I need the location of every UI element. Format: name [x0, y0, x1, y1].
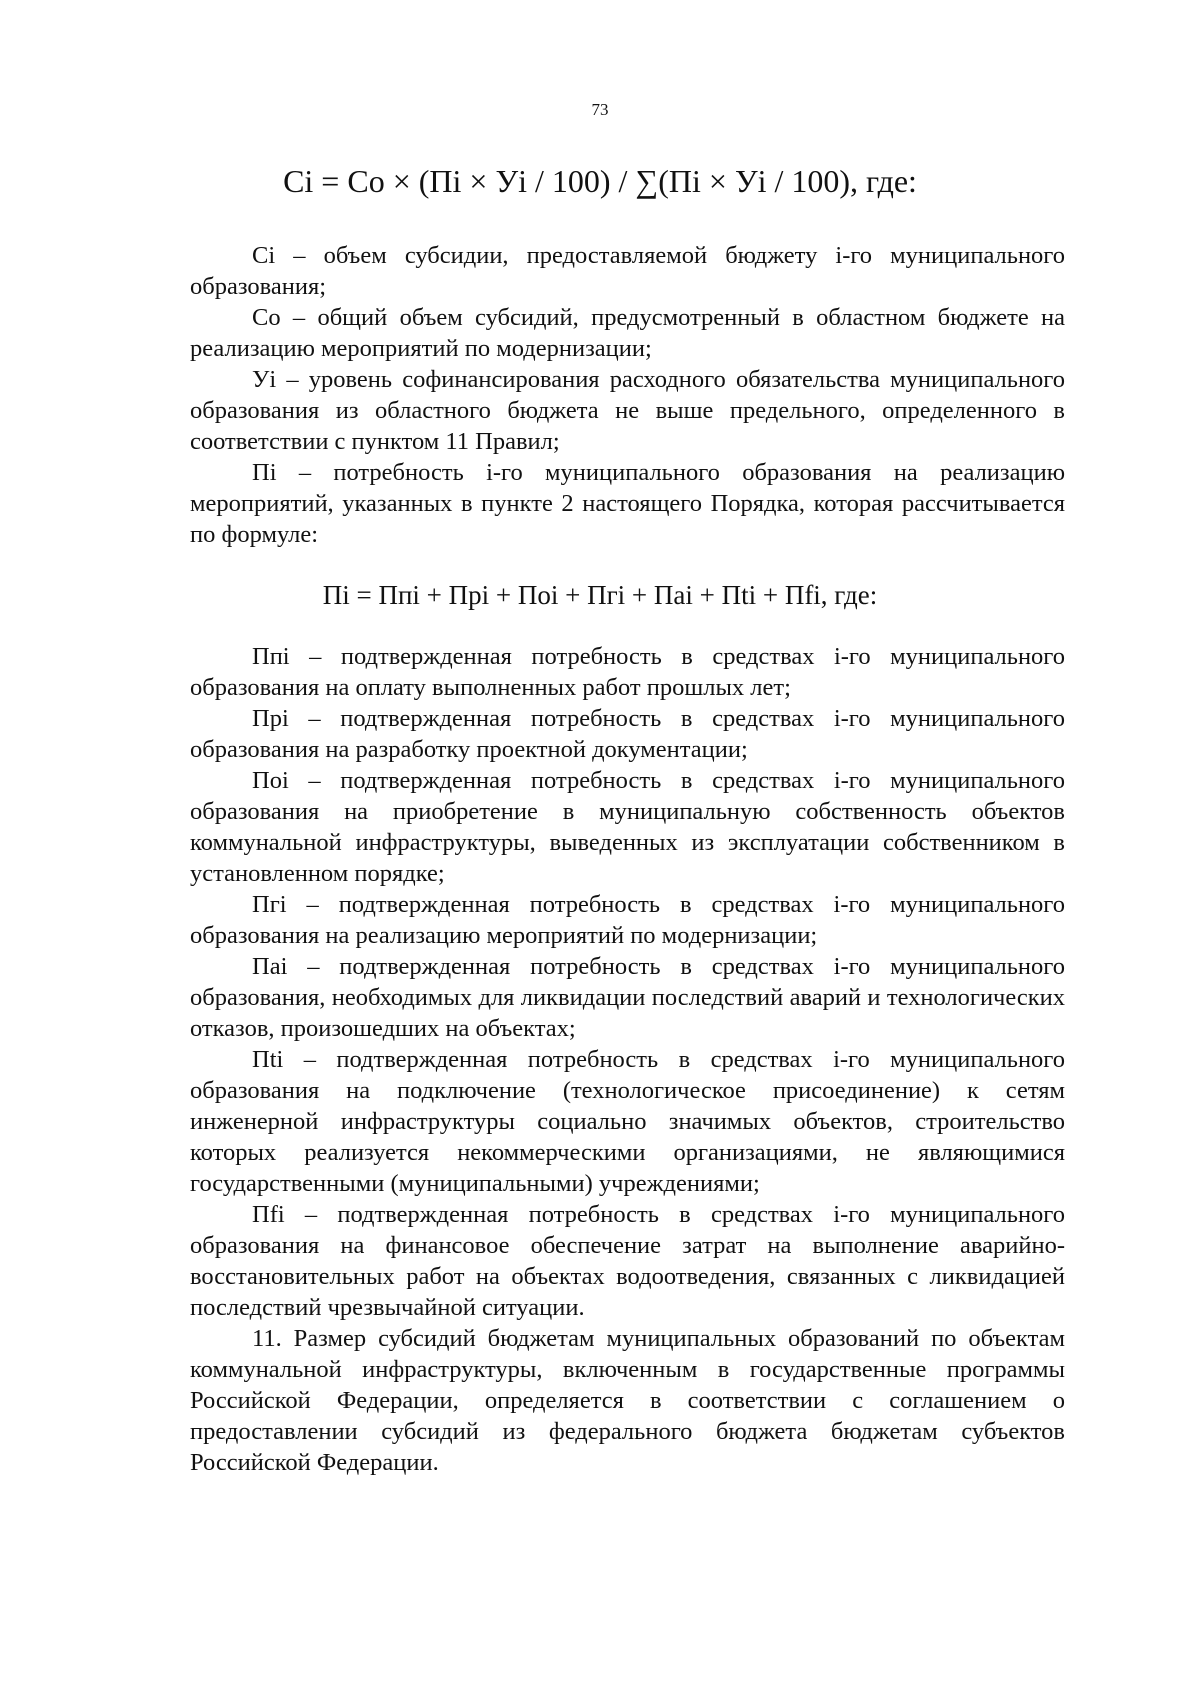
page-number: 73	[591, 100, 609, 119]
definition-ci: Ci – объем субсидии, предоставляемой бюджету i-го муниципального образования;	[190, 242, 1065, 300]
formula-subsidy: Ci = Co × (Пi × Уi / 100) / ∑(Пi × Уi / 100), где:	[283, 163, 917, 199]
definition-pi: Пi – потребность i-го муниципального образования на реализацию мероприятий, указанных в пункте 2 настоящего Порядка, которая рассчитывается по формуле:	[190, 459, 1065, 548]
definitions-block-1	[190, 240, 1065, 550]
definition-ui: Уi – уровень софинансирования расходного обязательства муниципального образования из областного бюджета не выше предельного, определенного в соответствии с пунктом 11 Правил;	[190, 366, 1065, 455]
formula-need: Пi = Ппi + Прi + Поi + Пгi + Паi + Пti + Пfi, где:	[322, 580, 878, 610]
definition-pai: Паi – подтвержденная потребность в средствах i-го муниципального образования, необходимых для ликвидации последствий аварий и технологических отказов, произошедших на объектах;	[190, 953, 1065, 1042]
definition-co: Co – общий объем субсидий, предусмотренный в областном бюджете на реализацию мероприятий по модернизации;	[190, 304, 1065, 362]
definition-ppi: Ппi – подтвержденная потребность в средствах i-го муниципального образования на оплату выполненных работ прошлых лет;	[190, 643, 1065, 701]
definition-pgi: Пгi – подтвержденная потребность в средствах i-го муниципального образования на реализацию мероприятий по модернизации;	[190, 891, 1065, 949]
definition-pti: Пti – подтвержденная потребность в средствах i-го муниципального образования на подключение (технологическое присоединение) к сетям инженерной инфраструктуры социально значимых объектов, строительство которых реализуется некоммерческими организациями, не являющимися государственными (муниципальными) учреждениями;	[190, 1046, 1065, 1197]
paragraph-11: 11. Размер субсидий бюджетам муниципальных образований по объектам коммунальной инфраструктуры, включенным в государственные программы Российской Федерации, определяется в соответствии с соглашением о предоставлении субсидий из федерального бюджета бюджетам субъектов Российской Федерации.	[190, 1325, 1065, 1476]
definition-pfi: Пfi – подтвержденная потребность в средствах i-го муниципального образования на финансовое обеспечение затрат на выполнение аварийно-восстановительных работ на объектах водоотведения, связанных с ликвидацией последствий чрезвычайной ситуации.	[190, 1201, 1065, 1321]
definition-pri: Прi – подтвержденная потребность в средствах i-го муниципального образования на разработку проектной документации;	[190, 705, 1065, 763]
definition-poi: Поi – подтвержденная потребность в средствах i-го муниципального образования на приобретение в муниципальную собственность объектов коммунальной инфраструктуры, выведенных из эксплуатации собственником в установленном порядке;	[190, 767, 1065, 887]
definitions-block-2	[190, 641, 1065, 1478]
